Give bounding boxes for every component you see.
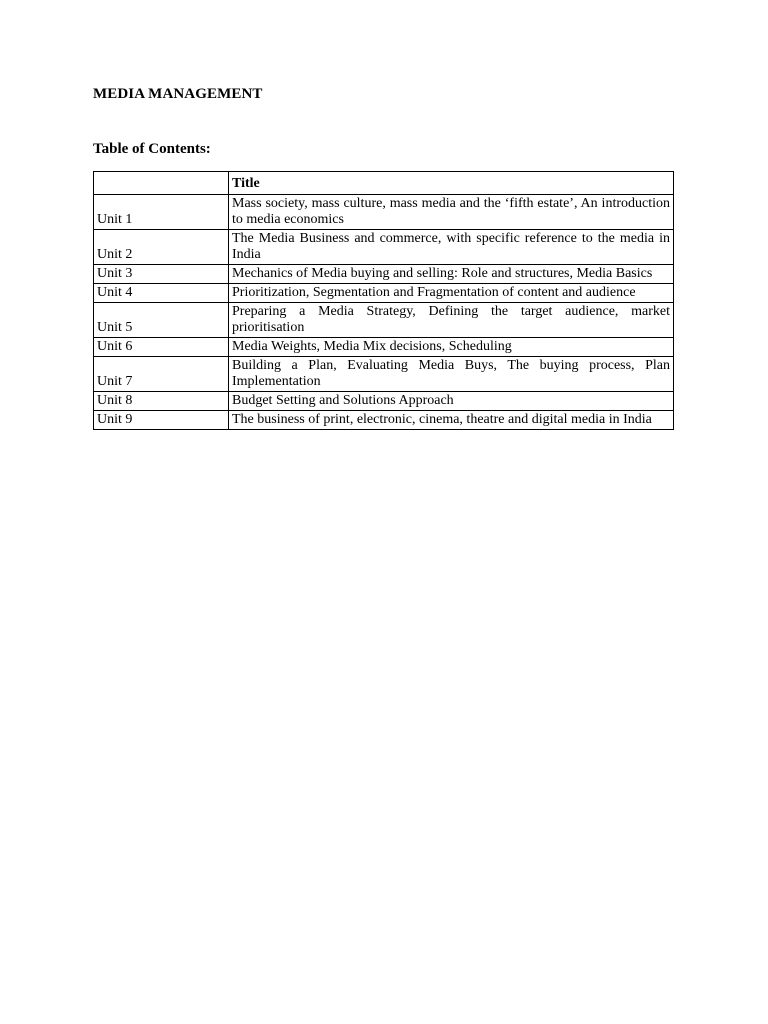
unit-cell: Unit 5 [94,303,229,338]
title-cell: Media Weights, Media Mix decisions, Scheduling [229,338,674,357]
unit-cell: Unit 2 [94,230,229,265]
toc-table [93,171,674,430]
title-cell: The business of print, electronic, cinema, theatre and digital media in India [229,411,674,430]
unit-column-header [94,172,229,195]
title-cell: Building a Plan, Evaluating Media Buys, The buying process, Plan Implementation [229,357,674,392]
table-row [94,392,674,411]
table-row [94,411,674,430]
title-cell: Budget Setting and Solutions Approach [229,392,674,411]
unit-cell: Unit 1 [94,195,229,230]
unit-cell: Unit 8 [94,392,229,411]
table-row [94,195,674,230]
title-column-header: Title [229,172,674,195]
unit-cell: Unit 3 [94,265,229,284]
title-cell: Mass society, mass culture, mass media and the ‘fifth estate’, An introduction to media economics [229,195,674,230]
table-row [94,357,674,392]
unit-cell: Unit 7 [94,357,229,392]
toc-heading: Table of Contents: [93,141,211,157]
title-cell: Mechanics of Media buying and selling: Role and structures, Media Basics [229,265,674,284]
unit-cell: Unit 6 [94,338,229,357]
table-row [94,284,674,303]
title-cell: Preparing a Media Strategy, Defining the target audience, market prioritisation [229,303,674,338]
title-cell: Prioritization, Segmentation and Fragmentation of content and audience [229,284,674,303]
table-header-row [94,172,674,195]
title-cell: The Media Business and commerce, with specific reference to the media in India [229,230,674,265]
table-row [94,230,674,265]
unit-cell: Unit 4 [94,284,229,303]
page-title: MEDIA MANAGEMENT [93,86,263,102]
table-row [94,338,674,357]
table-row [94,303,674,338]
unit-cell: Unit 9 [94,411,229,430]
table-row [94,265,674,284]
